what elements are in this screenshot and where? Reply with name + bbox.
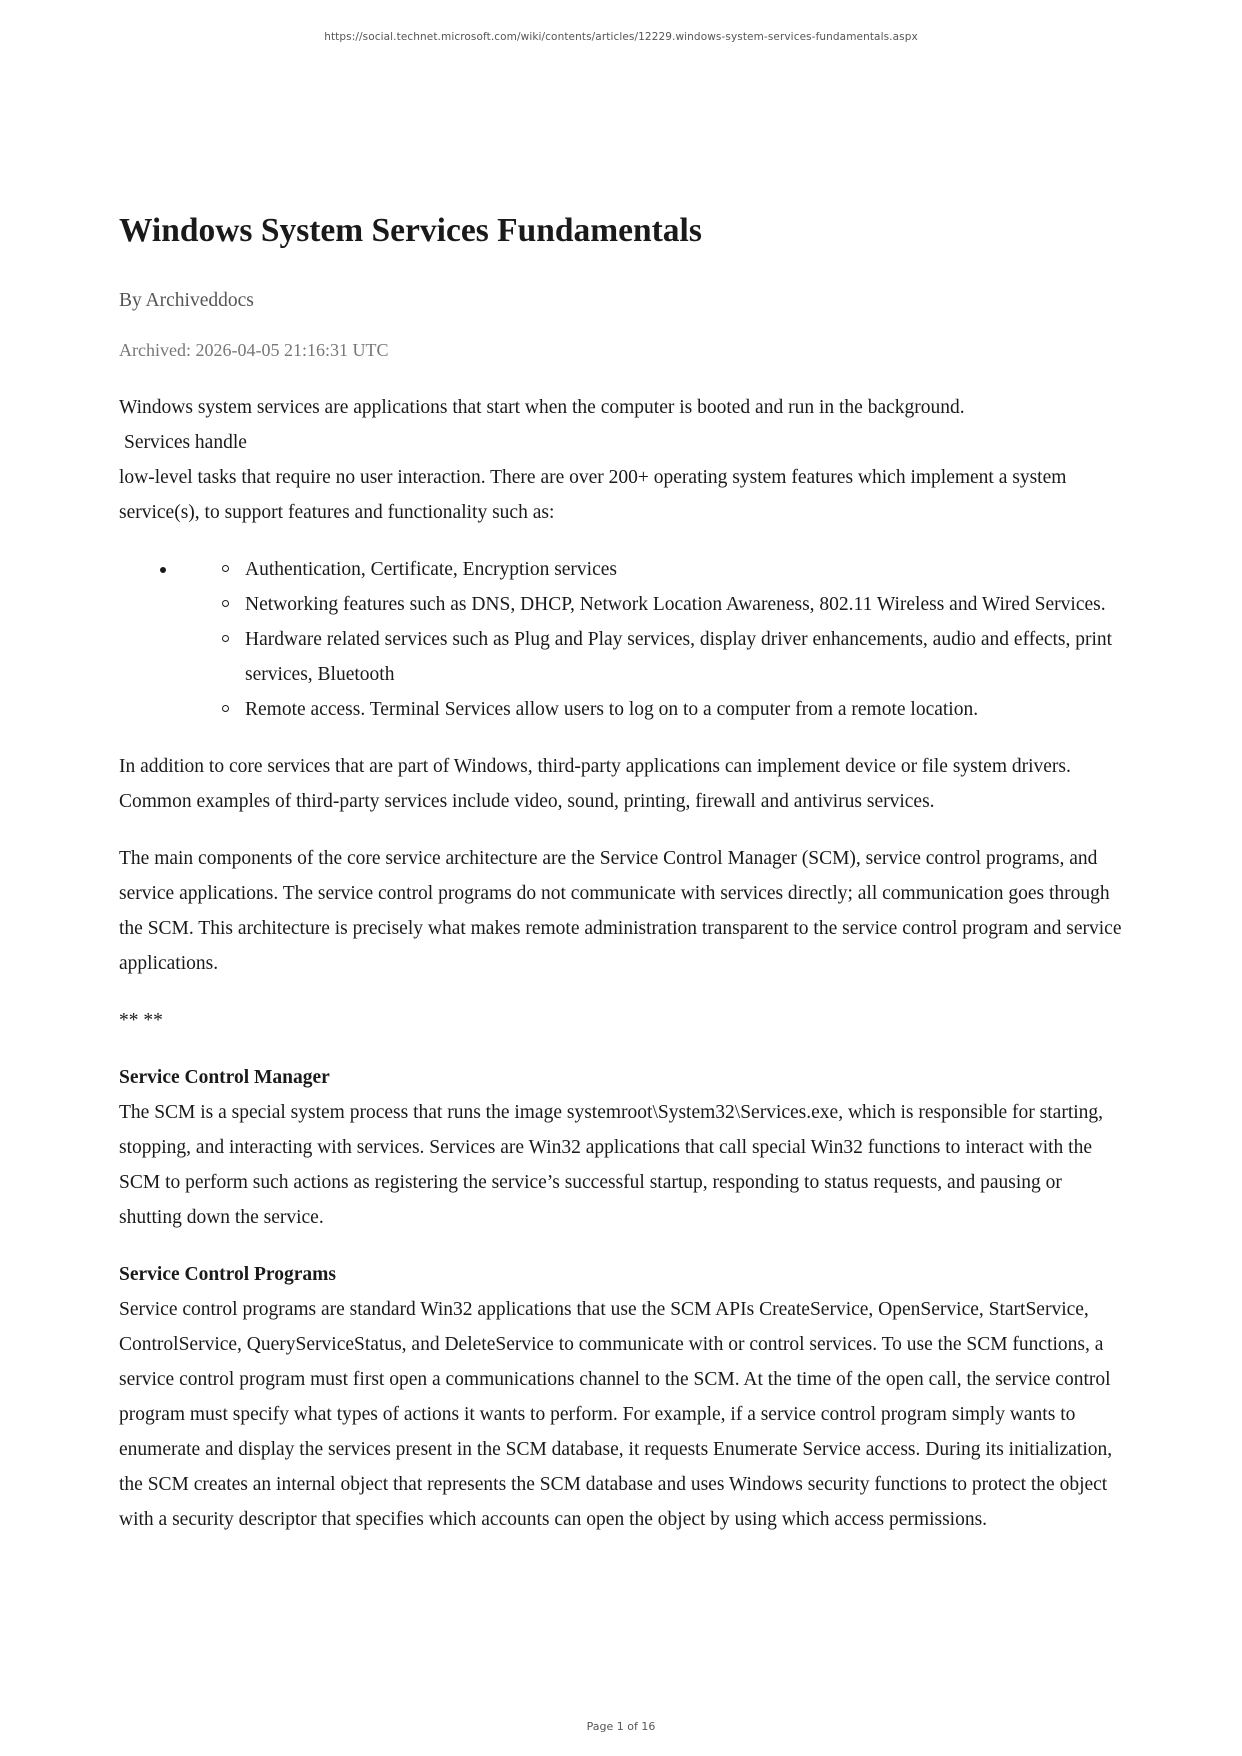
feature-list-outer-item	[119, 552, 1129, 727]
bullet-circle-icon	[222, 600, 229, 607]
feature-list-item-text: Remote access. Terminal Services allow users to log on to a computer from a remote location.	[245, 699, 979, 720]
section-heading: Service Control Programs	[119, 1264, 336, 1285]
page-header-url: https://social.technet.microsoft.com/wiki/contents/articles/12229.windows-system-services-fundamentals.aspx	[324, 31, 918, 43]
intro-paragraph	[119, 390, 1129, 530]
feature-list-item-text: Hardware related services such as Plug and Play services, display driver enhancements, audio and effects, print services, Bluetooth	[245, 629, 1113, 685]
feature-list-item-text: Networking features such as DNS, DHCP, Network Location Awareness, 802.11 Wireless and Wired Services.	[245, 594, 1106, 615]
section-service-control-programs	[119, 1257, 1129, 1537]
separator-text: ** **	[119, 1010, 163, 1031]
page-number: Page 1 of 16	[586, 1720, 656, 1733]
bullet-circle-icon	[222, 565, 229, 572]
bullet-disc-icon	[160, 567, 166, 573]
article-body	[119, 390, 1129, 1559]
bullet-circle-icon	[222, 705, 229, 712]
intro-line-3: low-level tasks that require no user interaction. There are over 200+ operating system features which implement a system service(s), to support features and functionality such as:	[119, 467, 1067, 523]
section-heading: Service Control Manager	[119, 1067, 330, 1088]
intro-line-1: Windows system services are applications that start when the computer is booted and run in the background.	[119, 397, 965, 418]
intro-line-2: Services handle	[124, 432, 247, 453]
feature-list-outer	[119, 552, 1129, 727]
feature-list-item	[245, 552, 1129, 587]
third-party-paragraph: In addition to core services that are part of Windows, third-party applications can implement device or file system drivers. Common examples of third-party services include video, sound, printing, firewall and antivirus services.	[119, 756, 1071, 812]
feature-list-item	[245, 692, 1129, 727]
section-service-control-manager	[119, 1060, 1129, 1235]
article-author: By Archiveddocs	[119, 290, 254, 311]
feature-list-item	[245, 587, 1129, 622]
feature-list-item-text: Authentication, Certificate, Encryption services	[245, 559, 617, 580]
section-body: The SCM is a special system process that runs the image systemroot\System32\Services.exe, which is responsible for starting, stopping, and interacting with services. Services are Win32 applications that call special Win32 functions to interact with the SCM to perform such actions as registering the service’s successful startup, responding to status requests, and pausing or shutting down the service.	[119, 1102, 1104, 1228]
article-title: Windows System Services Fundamentals	[119, 212, 702, 249]
feature-list-item	[245, 622, 1129, 692]
section-body: Service control programs are standard Win32 applications that use the SCM APIs CreateService, OpenService, StartService, ControlService, QueryServiceStatus, and DeleteService to communicate with or control services. To use the SCM functions, a service control program must first open a communications channel to the SCM. At the time of the open call, the service control program must specify what types of actions it wants to perform. For example, if a service control program simply wants to enumerate and display the services present in the SCM database, it requests Enumerate Service access. During its initialization, the SCM creates an internal object that represents the SCM database and uses Windows security functions to protect the object with a security descriptor that specifies which accounts can open the object by using which access permissions.	[119, 1299, 1113, 1530]
feature-list	[119, 552, 1129, 727]
archived-timestamp: Archived: 2026-04-05 21:16:31 UTC	[119, 340, 389, 360]
architecture-paragraph: The main components of the core service architecture are the Service Control Manager (SCM), service control programs, and service applications. The service control programs do not communicate with services directly; all communication goes through the SCM. This architecture is precisely what makes remote administration transparent to the service control program and service applications.	[119, 848, 1122, 974]
bullet-circle-icon	[222, 635, 229, 642]
